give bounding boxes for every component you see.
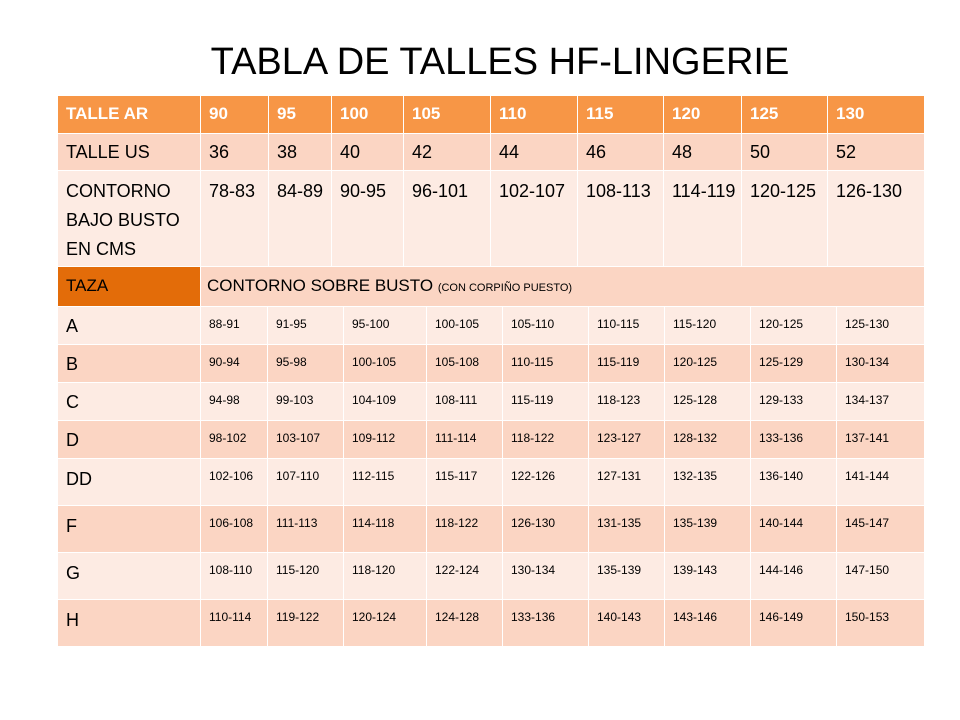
table-cell: 118-123: [589, 383, 665, 421]
taza-label: TAZA: [58, 267, 201, 307]
table-cell: 123-127: [589, 421, 665, 459]
table-cell: 140-143: [589, 600, 665, 647]
table-cell: 106-108: [201, 506, 268, 553]
table-cell: 127-131: [589, 459, 665, 506]
table-cell: 103-107: [268, 421, 344, 459]
table-cell: 115: [578, 96, 664, 134]
table-cell: 110-115: [503, 345, 589, 383]
table-cell: 111-113: [268, 506, 344, 553]
table-cell: 108-113: [578, 171, 664, 267]
size-table: [58, 96, 924, 647]
table-cell: 110-114: [201, 600, 268, 647]
cup-row-b: [58, 345, 924, 383]
table-cell: 125-129: [751, 345, 837, 383]
cup-name: D: [58, 421, 201, 459]
cup-name: C: [58, 383, 201, 421]
table-cell: 105-110: [503, 307, 589, 345]
table-cell: 122-126: [503, 459, 589, 506]
table-cell: 95-100: [344, 307, 427, 345]
table-cell: 122-124: [427, 553, 503, 600]
cup-row-f: [58, 506, 924, 553]
table-cell: 90-94: [201, 345, 268, 383]
table-cell: 115-119: [589, 345, 665, 383]
cup-row-h: [58, 600, 924, 647]
table-cell: 131-135: [589, 506, 665, 553]
table-cell: 107-110: [268, 459, 344, 506]
row-talle-ar: [58, 96, 924, 134]
table-cell: 94-98: [201, 383, 268, 421]
table-cell: 130: [828, 96, 924, 134]
table-cell: 78-83: [201, 171, 269, 267]
cup-row-a: [58, 307, 924, 345]
row-label: TALLE US: [58, 134, 201, 171]
table-cell: 120-125: [665, 345, 751, 383]
row-contorno-bajo-busto: [58, 171, 924, 267]
table-cell: 120-125: [751, 307, 837, 345]
table-cell: 91-95: [268, 307, 344, 345]
table-cell: 112-115: [344, 459, 427, 506]
table-cell: 100-105: [427, 307, 503, 345]
table-cell: 95-98: [268, 345, 344, 383]
table-cell: 90-95: [332, 171, 404, 267]
table-cell: 125-128: [665, 383, 751, 421]
table-cell: 114-118: [344, 506, 427, 553]
table-cell: 95: [269, 96, 332, 134]
table-cell: 145-147: [837, 506, 924, 553]
table-cell: 105: [404, 96, 491, 134]
table-cell: 118-122: [427, 506, 503, 553]
sobre-busto-note: (CON CORPIÑO PUESTO): [437, 282, 573, 294]
table-cell: 136-140: [751, 459, 837, 506]
cup-name: B: [58, 345, 201, 383]
table-cell: 125-130: [837, 307, 924, 345]
table-cell: 40: [332, 134, 404, 171]
table-cell: 135-139: [589, 553, 665, 600]
table-cell: 48: [664, 134, 742, 171]
table-cell: 140-144: [751, 506, 837, 553]
cup-name: F: [58, 506, 201, 553]
table-cell: 128-132: [665, 421, 751, 459]
table-cell: 84-89: [269, 171, 332, 267]
table-cell: 133-136: [751, 421, 837, 459]
table-cell: 110-115: [589, 307, 665, 345]
table-cell: 130-134: [503, 553, 589, 600]
table-cell: 132-135: [665, 459, 751, 506]
table-cell: 114-119: [664, 171, 742, 267]
table-cell: 126-130: [828, 171, 924, 267]
table-cell: 42: [404, 134, 491, 171]
page-title: TABLA DE TALLES HF-LINGERIE: [210, 41, 790, 83]
table-cell: 100-105: [344, 345, 427, 383]
table-cell: 52: [828, 134, 924, 171]
table-cell: 108-111: [427, 383, 503, 421]
table-cell: 143-146: [665, 600, 751, 647]
table-cell: 120-124: [344, 600, 427, 647]
table-cell: 44: [491, 134, 578, 171]
table-cell: 115-120: [665, 307, 751, 345]
row-label: TALLE AR: [58, 96, 201, 134]
cup-row-d: [58, 421, 924, 459]
table-cell: 118-122: [503, 421, 589, 459]
cup-name: G: [58, 553, 201, 600]
table-cell: 134-137: [837, 383, 924, 421]
table-cell: 129-133: [751, 383, 837, 421]
table-cell: 124-128: [427, 600, 503, 647]
row-label: CONTORNO BAJO BUSTO EN CMS: [58, 171, 201, 267]
table-cell: 110: [491, 96, 578, 134]
table-cell: 46: [578, 134, 664, 171]
table-cell: 118-120: [344, 553, 427, 600]
cup-name: H: [58, 600, 201, 647]
table-cell: 115-119: [503, 383, 589, 421]
cup-row-g: [58, 553, 924, 600]
table-cell: 133-136: [503, 600, 589, 647]
table-cell: 105-108: [427, 345, 503, 383]
sobre-busto-title: CONTORNO SOBRE BUSTO: [207, 276, 434, 295]
table-cell: 126-130: [503, 506, 589, 553]
cup-name: A: [58, 307, 201, 345]
table-cell: 104-109: [344, 383, 427, 421]
table-cell: 38: [269, 134, 332, 171]
table-cell: 115-117: [427, 459, 503, 506]
table-cell: 125: [742, 96, 828, 134]
table-cell: 120: [664, 96, 742, 134]
table-cell: 102-106: [201, 459, 268, 506]
cup-row-dd: [58, 459, 924, 506]
sobre-busto-label: [201, 267, 924, 307]
table-cell: 130-134: [837, 345, 924, 383]
table-cell: 150-153: [837, 600, 924, 647]
table-cell: 109-112: [344, 421, 427, 459]
table-cell: 119-122: [268, 600, 344, 647]
table-cell: 146-149: [751, 600, 837, 647]
cup-row-c: [58, 383, 924, 421]
table-cell: 144-146: [751, 553, 837, 600]
table-cell: 50: [742, 134, 828, 171]
table-cell: 100: [332, 96, 404, 134]
table-cell: 141-144: [837, 459, 924, 506]
row-taza-header: [58, 267, 924, 307]
table-cell: 99-103: [268, 383, 344, 421]
cup-rows: [58, 307, 924, 647]
table-cell: 115-120: [268, 553, 344, 600]
table-cell: 102-107: [491, 171, 578, 267]
table-cell: 36: [201, 134, 269, 171]
table-cell: 147-150: [837, 553, 924, 600]
cup-name: DD: [58, 459, 201, 506]
row-talle-us: [58, 134, 924, 171]
table-cell: 120-125: [742, 171, 828, 267]
table-cell: 137-141: [837, 421, 924, 459]
table-cell: 139-143: [665, 553, 751, 600]
table-cell: 90: [201, 96, 269, 134]
table-cell: 88-91: [201, 307, 268, 345]
table-cell: 135-139: [665, 506, 751, 553]
table-cell: 96-101: [404, 171, 491, 267]
table-cell: 111-114: [427, 421, 503, 459]
table-cell: 98-102: [201, 421, 268, 459]
table-cell: 108-110: [201, 553, 268, 600]
